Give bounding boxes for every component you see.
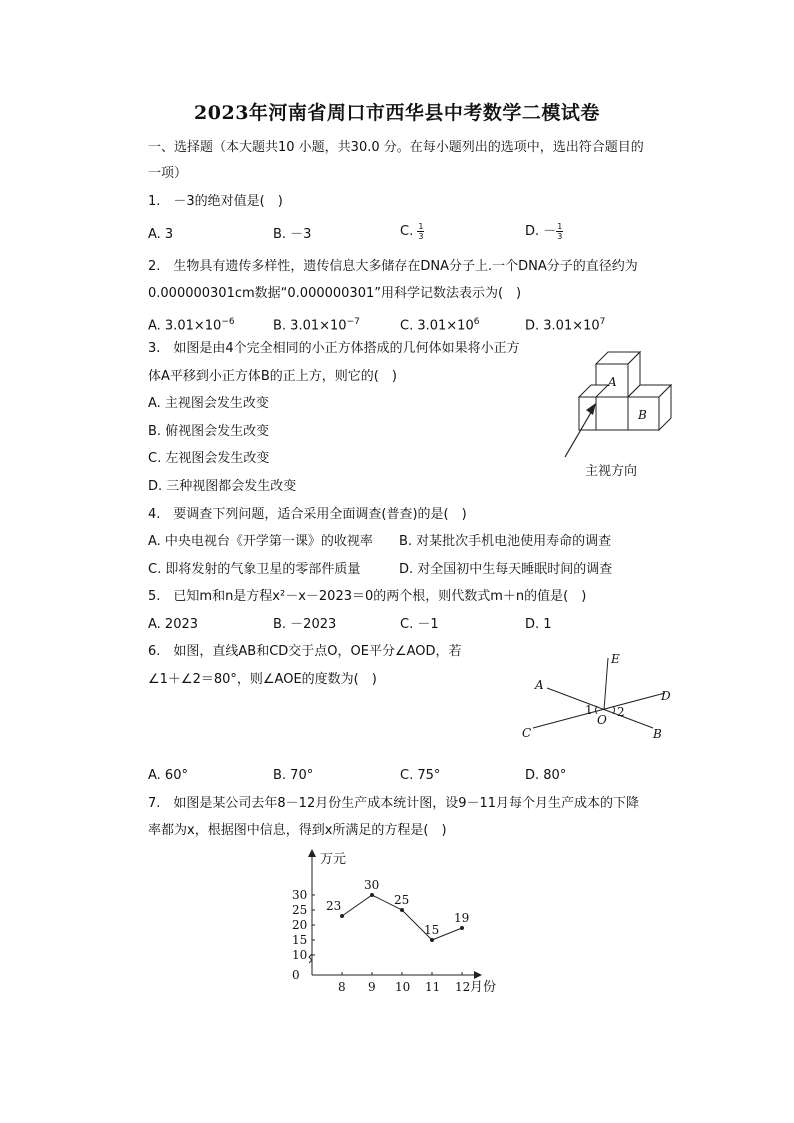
cube-figure [555, 345, 685, 485]
q6-option-c: C. 75° [400, 768, 441, 783]
q5-option-b: B. －2023 [273, 617, 337, 632]
q3-option-c: C. 左视图会发生改变 [148, 451, 270, 466]
x-axis-label: 月份 [470, 980, 497, 995]
x-tick-label: 8 [338, 980, 346, 994]
q7-stem-line1: 7. 如图是某公司去年8－12月份生产成本统计图，设9－11月每个月生产成本的下降 [148, 796, 640, 811]
label-e: E [611, 652, 620, 666]
y-axis-label: 万元 [320, 852, 347, 867]
q3-option-d: D. 三种视图都会发生改变 [148, 479, 297, 494]
y-tick-label: 0 [292, 968, 300, 982]
exponent: −6 [221, 317, 235, 327]
frac-den: 3 [557, 232, 563, 241]
q4-stem: 4. 要调查下列问题，适合采用全面调查(普查)的是( ) [148, 507, 467, 522]
data-label: 23 [326, 899, 342, 913]
q3-stem-line1: 3. 如图是由4个完全相同的小正方体搭成的几何体如果将小正方 [148, 341, 520, 356]
label-d: D [661, 689, 671, 703]
q2-option-b [273, 313, 360, 335]
q6-option-b: B. 70° [273, 768, 314, 783]
q1-option-b: B. －3 [273, 227, 312, 242]
q5-option-d: D. 1 [525, 617, 552, 632]
x-tick-label: 9 [368, 980, 376, 994]
q1-option-a: A. 3 [148, 227, 174, 242]
q6-stem-line2: ∠1＋∠2＝80°，则∠AOE的度数为( ) [148, 672, 377, 687]
q6-option-a: A. 60° [148, 768, 188, 783]
section-heading-cont: 一项） [148, 166, 188, 181]
q3-stem-line2: 体A平移到小正方体B的正上方，则它的( ) [148, 369, 397, 384]
data-point [370, 893, 374, 897]
q4-option-b: B. 对某批次手机电池使用寿命的调查 [399, 534, 612, 549]
exponent: 6 [473, 317, 480, 327]
q2-option-d [525, 313, 605, 335]
label-b: B [653, 727, 662, 741]
q5-option-c: C. －1 [400, 617, 439, 632]
q1-option-c-label: C. [400, 224, 418, 239]
q3-option-b: B. 俯视图会发生改变 [148, 424, 270, 439]
q4-option-c: C. 即将发射的气象卫星的零部件质量 [148, 562, 361, 577]
q6-option-d: D. 80° [525, 768, 567, 783]
q2-option-d-base: D. 3.01×10 [525, 318, 600, 334]
q2-option-a [148, 313, 235, 335]
data-point [460, 926, 464, 930]
frac-num: 1 [557, 222, 563, 231]
q1-option-c [400, 222, 424, 241]
label-a: A [535, 678, 544, 692]
data-point [430, 938, 434, 942]
exponent: −7 [346, 317, 360, 327]
q2-stem-line1: 2. 生物具有遗传多样性，遗传信息大多储存在DNA分子上.一个DNA分子的直径约为 [148, 259, 638, 274]
ray-oe [604, 658, 608, 710]
x-tick-label: 10 [395, 980, 411, 994]
y-tick-label: 20 [292, 918, 308, 932]
cost-line-chart [280, 845, 510, 1005]
y-tick-label: 30 [292, 888, 308, 902]
cube-label-a: A [608, 375, 617, 389]
label-o: O [597, 713, 607, 727]
data-label: 30 [364, 878, 380, 892]
q5-stem: 5. 已知m和n是方程x²－x－2023＝0的两个根，则代数式m＋n的值是( ) [148, 589, 587, 604]
q2-option-c [400, 313, 479, 335]
q6-stem-line1: 6. 如图，直线AB和CD交于点O，OE平分∠AOD，若 [148, 644, 462, 659]
data-point [400, 908, 404, 912]
exponent: 7 [599, 317, 606, 327]
fraction [417, 222, 424, 241]
frac-num: 1 [418, 222, 424, 231]
q4-option-a: A. 中央电视台《开学第一课》的收视率 [148, 534, 373, 549]
q1-option-d [525, 222, 563, 241]
data-label: 19 [454, 911, 470, 925]
fraction [556, 222, 563, 241]
q1-option-d-label: D. － [525, 224, 557, 239]
q3-option-a: A. 主视图会发生改变 [148, 396, 269, 411]
q4-option-d: D. 对全国初中生每天睡眠时间的调查 [399, 562, 613, 577]
data-label: 25 [394, 893, 410, 907]
x-tick-label: 11 [425, 980, 441, 994]
angle-figure [515, 648, 685, 748]
cube-label-b: B [638, 408, 647, 422]
q7-stem-line2: 率都为x，根据图中信息，得到x所满足的方程是( ) [148, 823, 447, 838]
data-point [340, 914, 344, 918]
q2-option-b-base: B. 3.01×10 [273, 318, 347, 334]
frac-den: 3 [418, 232, 424, 241]
y-tick-label: 25 [292, 903, 308, 917]
section-heading: 一、选择题（本大题共10 小题，共30.0 分。在每小题列出的选项中，选出符合题目的 [148, 140, 644, 155]
y-tick-label: 10 [292, 948, 308, 962]
cube-middle-front [596, 397, 628, 430]
view-direction-label: 主视方向 [585, 464, 638, 479]
label-angle-2: 2 [617, 705, 625, 719]
angle-2-arc [613, 706, 615, 714]
q2-stem-line2: 0.000000301cm数据“0.000000301”用科学记数法表示为( ) [148, 286, 522, 301]
data-label: 15 [424, 923, 440, 937]
y-axis-arrow-icon [308, 849, 316, 857]
q1-stem: 1. －3的绝对值是( ) [148, 194, 283, 209]
q2-option-c-base: C. 3.01×10 [400, 318, 474, 334]
q5-option-a: A. 2023 [148, 617, 199, 632]
y-tick-label: 15 [292, 933, 308, 947]
label-angle-1: 1 [585, 703, 593, 717]
label-c: C [522, 726, 532, 740]
q2-option-a-base: A. 3.01×10 [148, 318, 222, 334]
x-tick-label: 12 [455, 980, 471, 994]
x-axis-arrow-icon [474, 971, 482, 979]
page-title: 2023年河南省周口市西华县中考数学二模试卷 [194, 102, 600, 124]
